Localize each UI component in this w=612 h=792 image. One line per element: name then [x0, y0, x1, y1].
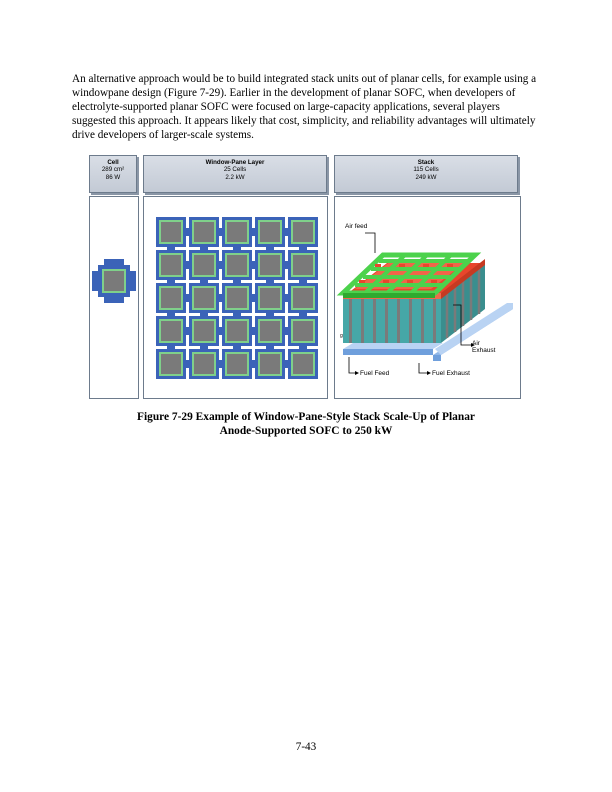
pane-cell-core [293, 354, 313, 374]
pane-cell-core [194, 255, 214, 275]
stack-power: 249 kW [415, 173, 437, 181]
pane-connector [250, 294, 256, 302]
pane-cell-core [260, 354, 280, 374]
pane-cell-core [260, 288, 280, 308]
pane-connector [200, 344, 208, 350]
pane-cell-core [227, 222, 247, 242]
pane-cell-core [227, 321, 247, 341]
fuel-feed-leader [349, 357, 355, 373]
fuel-exhaust-leader [419, 363, 427, 373]
pane-connector [217, 327, 223, 335]
pane-connector [184, 360, 190, 368]
pane-connector [167, 344, 175, 350]
pane-cell-core [260, 255, 280, 275]
cell-title: Cell [107, 159, 119, 166]
figure-caption [0, 411, 612, 438]
pane-connector [233, 245, 241, 251]
stack-panel [334, 196, 521, 399]
pane-cell-core [161, 321, 181, 341]
pane-connector [266, 311, 274, 317]
pane-connector [283, 327, 289, 335]
pane-connector [184, 294, 190, 302]
layer-panel [143, 196, 328, 399]
pane-cell-core [194, 321, 214, 341]
cell-panel-header [89, 155, 137, 193]
pane-cell-core [194, 288, 214, 308]
air-feed-leader [365, 233, 375, 253]
air-exhaust-label-2: Exhaust [472, 347, 496, 354]
pane-connector [184, 327, 190, 335]
fuel-exhaust-label: Fuel Exhaust [432, 370, 470, 377]
cell-area: 289 cm² [101, 166, 125, 174]
layer-cells: 25 Cells [223, 166, 247, 174]
pane-cell-core [227, 255, 247, 275]
pane-connector [200, 278, 208, 284]
pane-connector [283, 261, 289, 269]
pane-connector [250, 228, 256, 236]
pane-connector [200, 311, 208, 317]
layer-panel-header [143, 155, 327, 193]
pane-cell-core [194, 354, 214, 374]
figure-7-29 [89, 155, 521, 400]
body-paragraph: An alternative approach would be to build integrated stack units out of planar cells, for example using a windowpane design (Figure 7-29). Earlier in the development of planar SOFC, when developers of electrolyte-supported planar SOFC were focused on large-capacity applications, several players suggested this approach. It appears likely that cost, simplicity, and reliability advantages will ultimately drive developers of larger-scale systems. [72, 73, 537, 141]
pane-connector [217, 294, 223, 302]
fuel-manifold [343, 343, 443, 349]
pane-connector [299, 278, 307, 284]
pane-connector [283, 228, 289, 236]
pane-cell-core [194, 222, 214, 242]
air-feed-label: Air feed [345, 223, 368, 230]
pane-connector [250, 327, 256, 335]
caption-line-1: Figure 7-29 Example of Window-Pane-Style Stack Scale-Up of Planar [137, 411, 475, 423]
pane-connector [217, 261, 223, 269]
pane-connector [266, 245, 274, 251]
pane-cell-core [161, 354, 181, 374]
pane-connector [299, 344, 307, 350]
pane-connector [233, 311, 241, 317]
pane-cell-core [293, 222, 313, 242]
pane-cell-core [161, 255, 181, 275]
pane-connector [283, 360, 289, 368]
stack-panel-header [334, 155, 518, 193]
stack-title: Stack [417, 159, 435, 166]
pane-cell-core [161, 222, 181, 242]
pane-connector [299, 245, 307, 251]
pane-connector [167, 245, 175, 251]
stack-cells [343, 297, 441, 343]
pane-connector [184, 228, 190, 236]
fuel-feed-label: Fuel Feed [360, 370, 390, 377]
pane-cell-core [293, 255, 313, 275]
pane-connector [217, 360, 223, 368]
cell-power: 86 W [105, 173, 121, 181]
pane-cell-core [227, 288, 247, 308]
pane-connector [266, 344, 274, 350]
caption-line-2: Anode-Supported SOFC to 250 kW [219, 424, 393, 437]
pane-connector [184, 261, 190, 269]
pane-cell-core [260, 321, 280, 341]
pane-cell-core [293, 288, 313, 308]
cell-panel [89, 196, 139, 399]
layer-title: Window-Pane Layer [205, 159, 265, 166]
pane-connector [217, 228, 223, 236]
pane-connector [233, 278, 241, 284]
pane-connector [266, 278, 274, 284]
svg-text:g: g [340, 333, 343, 339]
cell-core [104, 271, 124, 291]
pane-connector [250, 261, 256, 269]
pane-connector [200, 245, 208, 251]
page-number: 7-43 [295, 741, 317, 753]
stack-cells: 115 Cells [413, 166, 439, 174]
pane-connector [167, 311, 175, 317]
pane-cell-core [260, 222, 280, 242]
pane-connector [283, 294, 289, 302]
single-cell-diagram [90, 197, 138, 398]
pane-cell-core [227, 354, 247, 374]
air-exhaust-label-1: Air [472, 340, 480, 347]
layer-power: 2.2 kW [225, 173, 245, 181]
pane-connector [299, 311, 307, 317]
pane-connector [250, 360, 256, 368]
window-pane-layer-diagram [144, 197, 327, 398]
pane-cell-core [161, 288, 181, 308]
pane-cell-core [293, 321, 313, 341]
pane-connector [167, 278, 175, 284]
pane-connector [233, 344, 241, 350]
